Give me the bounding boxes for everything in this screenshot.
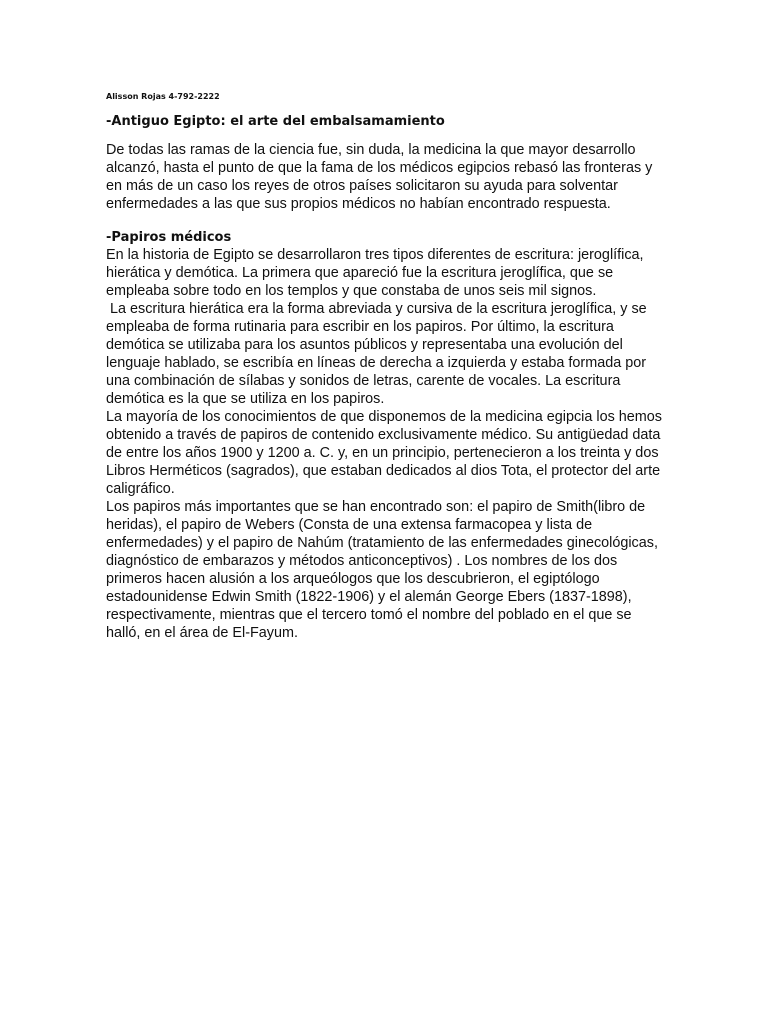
document-title: -Antiguo Egipto: el arte del embalsamamiento (106, 114, 445, 129)
author-line: Alisson Rojas 4-792-2222 (106, 92, 220, 101)
paragraph-hieratic-demotic: La escritura hierática era la forma abreviada y cursiva de la escritura jeroglífica, y se empleaba de forma rutinaria para escribir en los papiros. Por último, la escritura demótica se utilizaba para los asuntos públicos y representaba una evolución del lenguaje hablado, se escribía en líneas de derecha a izquierda y estaba formada por una combinación de sílabas y sonidos de letras, carente de vocales. La escritura demótica es la que se utiliza en los papiros. (106, 301, 651, 407)
document-page (106, 92, 666, 642)
section-title: -Papiros médicos (106, 230, 232, 245)
paragraph-important-papyri: Los papiros más importantes que se han encontrado son: el papiro de Smith(libro de heridas), el papiro de Webers (Consta de una extensa farmacopea y lista de enfermedades) y el papiro de Nahúm (tratamiento de las enfermedades ginecológicas, diagnóstico de embarazos y métodos anticonceptivos) . Los nombres de los dos primeros hacen alusión a los arqueólogos que los descubrieron, el egiptólogo estadounidense Edwin Smith (1822-1906) y el alemán George Ebers (1837-1898), respectivamente, mientras que el tercero tomó el nombre del poblado en el que se halló, en el área de El-Fayum. (106, 499, 658, 641)
paragraph-writing-types: En la historia de Egipto se desarrollaron tres tipos diferentes de escritura: jeroglífica, hierática y demótica. La primera que apareció fue la escritura jeroglífica, que se empleaba sobre todo en los templos y que constaba de unos seis mil signos. (106, 247, 644, 299)
intro-paragraph: De todas las ramas de la ciencia fue, sin duda, la medicina la que mayor desarrollo alcanzó, hasta el punto de que la fama de los médicos egipcios rebasó las fronteras y en más de un caso los reyes de otros países solicitaron su ayuda para solventar enfermedades a las que sus propios médicos no habían encontrado respuesta. (106, 142, 653, 212)
paragraph-medical-knowledge: La mayoría de los conocimientos de que disponemos de la medicina egipcia los hemos obtenido a través de papiros de contenido exclusivamente médico. Su antigüedad data de entre los años 1900 y 1200 a. C. y, en un principio, pertenecieron a los treinta y dos Libros Herméticos (sagrados), que estaban dedicados al dios Tota, el protector del arte caligráfico. (106, 409, 662, 497)
